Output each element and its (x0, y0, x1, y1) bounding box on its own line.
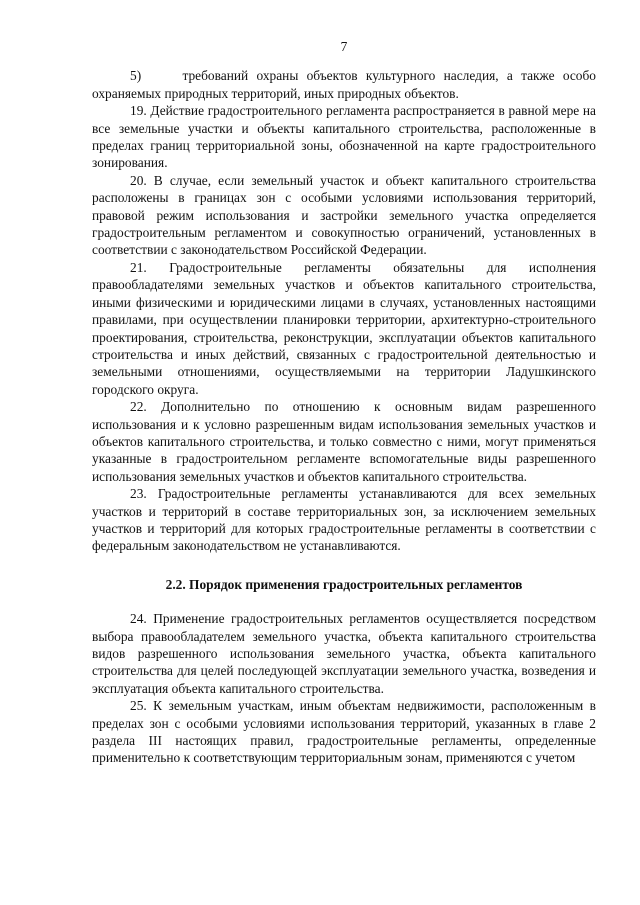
paragraph-23: 23. Градостроительные регламенты устанавливаются для всех земельных участков и территорий в составе территориальных зон, за исключением земельных участков и территорий для которых градостроительные регламенты в соответствии с федеральным законодательством не устанавливаются. (92, 486, 596, 554)
paragraph-25: 25. К земельным участкам, иным объектам недвижимости, расположенным в пределах зон с особыми условиями использования территорий, указанных в главе 2 раздела III настоящих правил, градостроительные регламенты, определенные применительно к соответствующим территориальным зонам, применяются с учетом (92, 698, 596, 766)
paragraph-19: 19. Действие градостроительного регламента распространяется в равной мере на все земельные участки и объекты капитального строительства, расположенные в пределах границ территориальной зоны, обозначенной на карте градостроительного зонирования. (92, 103, 596, 171)
section-heading: 2.2. Порядок применения градостроительных регламентов (165, 576, 523, 592)
paragraph-20: 20. В случае, если земельный участок и объект капитального строительства расположены в границах зон с особыми условиями использования территорий, правовой режим использования и застройки земельного участка определяется градостроительным регламентом и совокупностью ограничений, установленных в соответствии с законодательством Российской Федерации. (92, 172, 596, 258)
paragraph-21: 21. Градостроительные регламенты обязательны для исполнения правообладателями земельных участков и объектов капитального строительства, иными физическими и юридическими лицами в случаях, установленных настоящими правилами, при осуществлении планировки территории, архитектурно-строительного проектирования, строительства, реконструкции, эксплуатации объектов капитального строительства и иных действий, связанных с градостроительной деятельностью и земельными отношениями, осуществляемыми на территории Ладушкинского городского округа. (92, 259, 596, 397)
page-number: 7 (340, 39, 348, 54)
document-page (92, 38, 596, 767)
paragraph-22: 22. Дополнительно по отношению к основным видам разрешенного использования и к условно разрешенным видам использования земельных участков и объектов капитального строительства, и только совместно с ними, могут применяться указанные в градостроительном регламенте вспомогательные виды разрешенного использования земельных участков и объектов капитального строительства. (92, 399, 596, 484)
paragraph-item-5: 5) требований охраны объектов культурного наследия, а также особо охраняемых природных территорий, иных природных объектов. (92, 68, 596, 101)
paragraph-24: 24. Применение градостроительных регламентов осуществляется посредством выбора правообладателем земельного участка, объекта капитального строительства видов разрешенного использования земельного участка, объекта капитального строительства для целей последующей эксплуатации земельного участка, возведения и эксплуатация объекта капитального строительства. (92, 611, 596, 696)
